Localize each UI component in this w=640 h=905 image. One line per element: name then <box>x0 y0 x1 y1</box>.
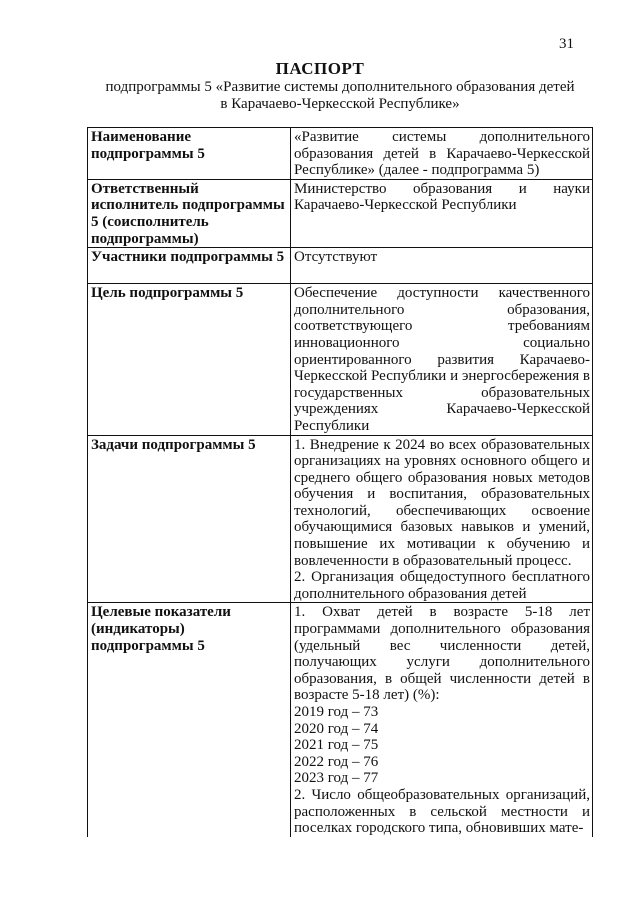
indicator-year-value: 2019 год – 73 <box>294 704 379 720</box>
table-row-purpose <box>88 284 593 435</box>
content-paragraph: Министерство образования и науки Карачаево-Черкесской Республики <box>294 180 590 214</box>
content-paragraph: 1. Внедрение к 2024 во всех образовательных организациях на уровнях основного общего и среднего общего образования новых методов обучения и воспитания, образовательных технологий, обеспечивающих освоение обучающимися базовых навыков и умений, повышение их мотивации к обучению и вовлеченности в образовательный процесс. <box>294 436 590 569</box>
content-paragraph: 1. Охват детей в возрасте 5-18 лет программами дополнительного образования (удельный вес численности детей, получающих услуги дополнительного образования, в общей численности детей в возрасте 5-18 лет) (%): <box>294 604 590 704</box>
indicator-year-value: 2021 год – 75 <box>294 737 379 754</box>
content-paragraph: Отсутствуют <box>294 249 378 266</box>
row-label-indicators: Целевые показатели (индикаторы) подпрограммы 5 <box>88 603 291 837</box>
content-paragraph: Обеспечение доступности качественного дополнительного образования, соответствующего требованиям инновационного социально ориентированного развития Карачаево-Черкесской Республики и энергосбережения в государственных образовательных учреждениях Карачаево-Черкесской Республики <box>294 285 590 434</box>
indicator-year-value: 2022 год – 76 <box>294 753 379 770</box>
row-label-purpose: Цель подпрограммы 5 <box>88 284 291 435</box>
row-label-tasks: Задачи подпрограммы 5 <box>88 435 291 603</box>
subtitle-line-1: подпрограммы 5 «Развитие системы дополнительного образования детей <box>105 79 575 95</box>
table-row-name <box>88 128 593 180</box>
row-content-name <box>291 128 593 180</box>
row-content-indicators <box>291 603 593 837</box>
page-number: 31 <box>559 36 574 52</box>
table-row-indicators <box>88 603 593 837</box>
document-title: ПАСПОРТ <box>275 59 365 78</box>
indicator-year-value: 2020 год – 74 <box>294 720 379 737</box>
table-row-participants <box>88 248 593 284</box>
row-content-purpose <box>291 284 593 435</box>
content-paragraph: 2. Организация общедоступного бесплатного дополнительного образования детей <box>294 569 590 602</box>
table-row-executor <box>88 179 593 247</box>
row-content-tasks <box>291 435 593 603</box>
subtitle-line-2: в Карачаево-Черкесской Республике» <box>220 96 460 112</box>
content-paragraph: 2. Число общеобразовательных организаций, расположенных в сельской местности и поселках городского типа, обновивших мате- <box>294 786 590 837</box>
indicator-year-value: 2023 год – 77 <box>294 770 379 787</box>
row-label-executor: Ответственный исполнитель подпрограммы 5 (соисполнитель подпрограммы) <box>88 179 291 247</box>
table-row-tasks <box>88 435 593 603</box>
passport-table <box>87 127 593 837</box>
row-label-participants: Участники подпрограммы 5 <box>88 248 291 284</box>
row-content-participants <box>291 248 593 284</box>
content-paragraph: «Развитие системы дополнительного образования детей в Карачаево-Черкесской Республике» (далее - подпрограмма 5) <box>294 129 590 179</box>
document-subtitle <box>70 79 610 113</box>
row-content-executor <box>291 179 593 247</box>
row-label-name: Наименование подпрограммы 5 <box>88 128 291 180</box>
